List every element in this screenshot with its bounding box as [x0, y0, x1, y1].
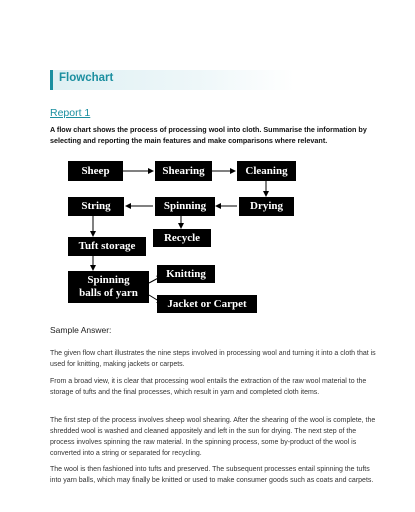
section-title: Flowchart — [59, 72, 114, 84]
node-cleaning: Cleaning — [237, 161, 296, 181]
paragraph-details: The first step of the process involves sheep wool shearing. After the shearing of the wool is complete, the shredded wool is washed and cleaned appositely and left in the sun for drying. The next step of the process involves spinning the raw material. In the spinning process, some by-product of the wool is converted into a string or separated for recycling. — [50, 417, 376, 457]
node-shearing: Shearing — [155, 161, 212, 181]
node-spinning-balls — [68, 271, 149, 303]
node-jacket-carpet: Jacket or Carpet — [157, 295, 257, 313]
node-recycle: Recycle — [153, 229, 211, 247]
node-knitting: Knitting — [157, 265, 215, 283]
node-drying: Drying — [239, 197, 294, 216]
paragraph-final: The wool is then fashioned into tufts and preserved. The subsequent processes entail spinning the tufts into yarn balls, which may finally be knitted or used to make consumer goods such as coats and carpets. — [50, 466, 374, 484]
report-link[interactable]: Report 1 — [50, 107, 91, 119]
section-header-bar — [50, 70, 294, 90]
paragraph-intro: The given flow chart illustrates the nine steps involved in processing wool and turning it into a cloth that is used for knitting, making jackets or carpets. — [50, 350, 376, 368]
node-tuft-storage: Tuft storage — [68, 237, 146, 256]
node-spinning-balls-line1: Spinning — [87, 274, 130, 286]
sample-answer-heading: Sample Answer: — [50, 325, 112, 335]
task-prompt: A flow chart shows the process of processing wool into cloth. Summarise the information by selecting and reporting the main features and make comparisons where relevant. — [50, 125, 367, 145]
node-spinning-balls-line2: balls of yarn — [79, 287, 138, 299]
node-sheep: Sheep — [68, 161, 123, 181]
paragraph-overview: From a broad view, it is clear that processing wool entails the extraction of the raw wool material to the storage of tufts and the final processes, which result in yarn and completed cloth items. — [50, 378, 367, 396]
node-string: String — [68, 197, 124, 216]
node-spinning: Spinning — [155, 197, 215, 216]
